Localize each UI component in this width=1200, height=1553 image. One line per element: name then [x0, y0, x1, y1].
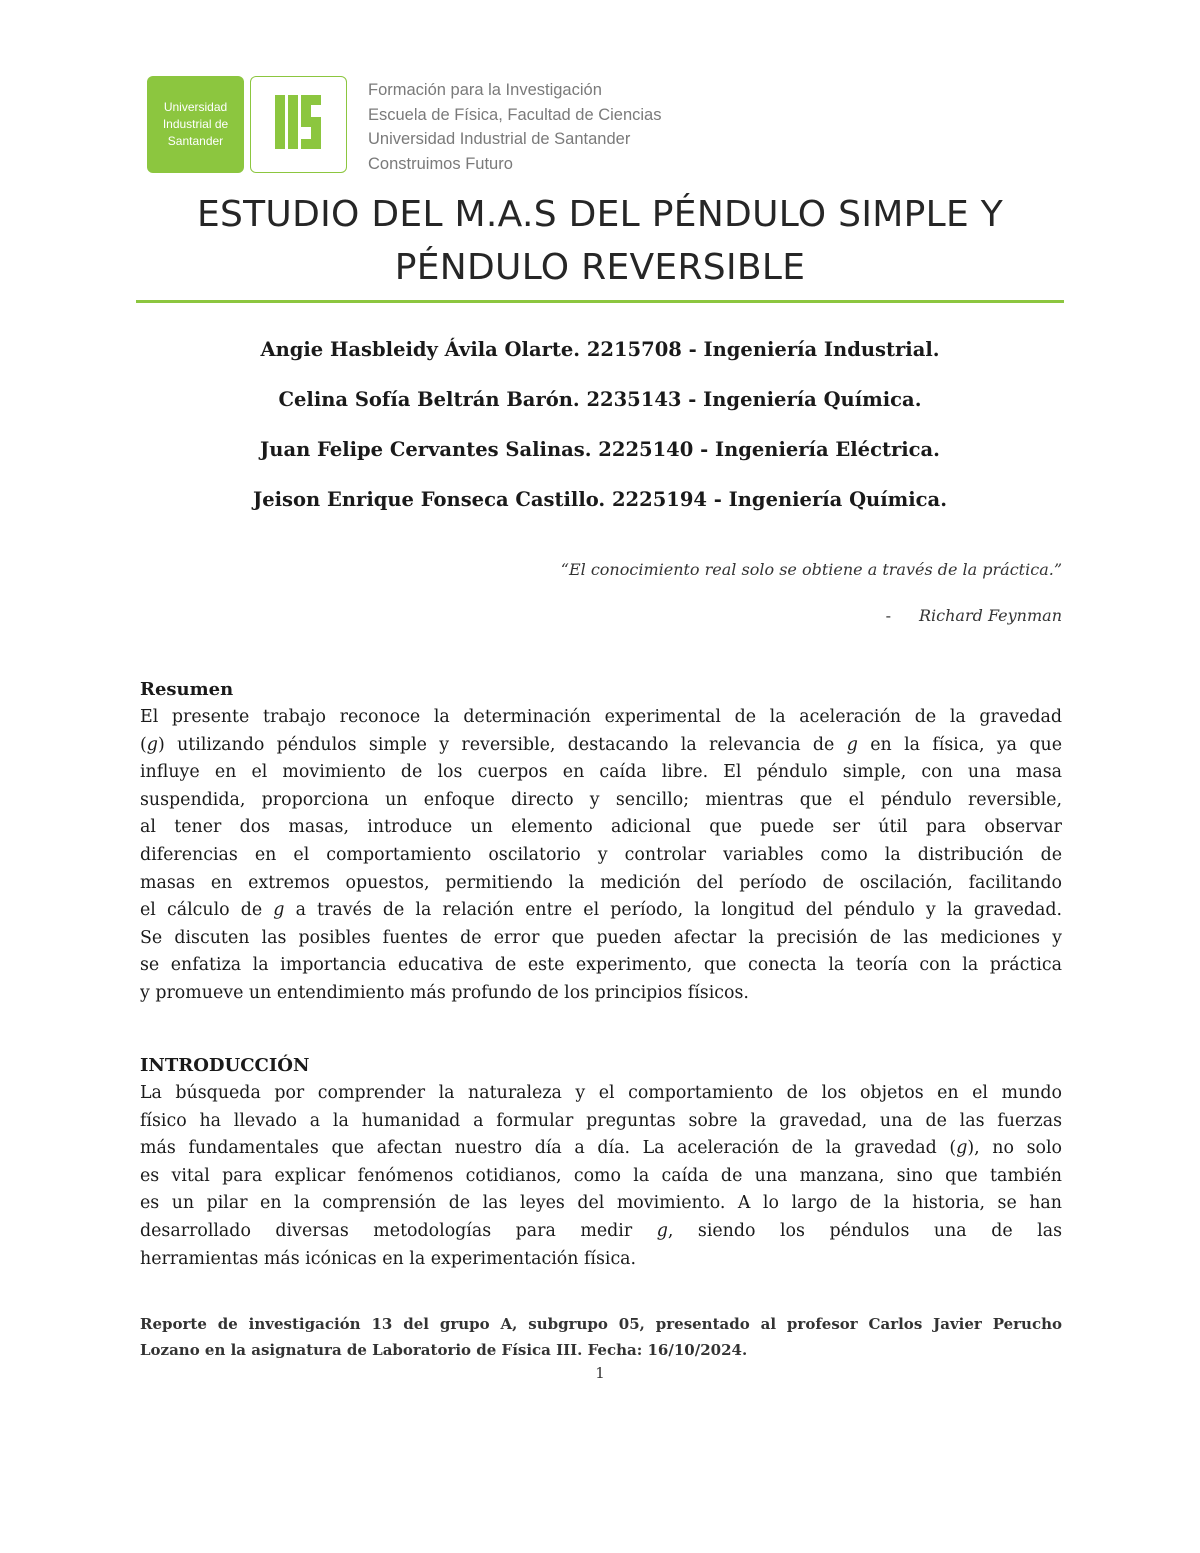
- introduction-section: [140, 1052, 1062, 1273]
- text-line: es un pilar en la comprensión de las leyes del movimiento. A lo largo de la historia, se han: [140, 1193, 1062, 1214]
- text-line: más fundamentales que afectan nuestro día a día. La aceleración de la gravedad (g), no solo: [140, 1138, 1062, 1159]
- title-line: ESTUDIO DEL M.A.S DEL PÉNDULO SIMPLE Y: [196, 194, 1004, 235]
- document-title: [136, 188, 1064, 294]
- epigraph-dash: -: [885, 606, 891, 625]
- epigraph-author: [136, 604, 1062, 628]
- abstract-heading: Resumen: [140, 679, 234, 700]
- title-line: PÉNDULO REVERSIBLE: [394, 247, 806, 288]
- page-number: 1: [595, 1364, 605, 1382]
- abstract-paragraph: [140, 704, 1062, 1008]
- g-symbol: (g): [140, 734, 165, 755]
- g-symbol: g: [656, 1220, 668, 1241]
- text-line: (g) utilizando péndulos simple y reversible, destacando la relevancia de g en la física, ya que: [140, 734, 1062, 755]
- institution-block: [368, 78, 661, 176]
- report-footnote: [140, 1311, 1062, 1363]
- footnote-line: Reporte de investigación 13 del grupo A, subgrupo 05, presentado al profesor Carlos Javier Perucho: [140, 1315, 1062, 1333]
- footnote-line: Lozano en la asignatura de Laboratorio de Física III. Fecha: 16/10/2024.: [140, 1341, 748, 1359]
- text-line: físico ha llevado a la humanidad a formular preguntas sobre la gravedad, una de las fuerzas: [140, 1110, 1062, 1131]
- text-line: desarrollado diversas metodologías para medir g, siendo los péndulos una de las: [140, 1220, 1062, 1241]
- introduction-paragraph: [140, 1080, 1062, 1273]
- institution-line: Formación para la Investigación: [368, 81, 602, 99]
- text-line: Se discuten las posibles fuentes de error que pueden afectar la precisión de las mediciones y: [140, 927, 1062, 948]
- text-line: suspendida, proporciona un enfoque directo y sencillo; mientras que el péndulo reversible,: [140, 789, 1062, 810]
- introduction-heading: INTRODUCCIÓN: [140, 1055, 310, 1076]
- text-line: es vital para explicar fenómenos cotidianos, como la caída de una manzana, sino que también: [140, 1165, 1062, 1186]
- logo-text-line: Industrial de: [162, 117, 229, 131]
- text-line: masas en extremos opuestos, permitiendo la medición del período de oscilación, facilitando: [140, 872, 1062, 893]
- text-line: La búsqueda por comprender la naturaleza y el comportamiento de los objetos en el mundo: [140, 1083, 1062, 1103]
- author-line: Juan Felipe Cervantes Salinas. 2225140 - Ingeniería Eléctrica.: [260, 438, 940, 461]
- uis-emblem-icon: [250, 76, 347, 173]
- text-line: herramientas más icónicas en la experimentación física.: [140, 1248, 637, 1269]
- g-symbol: g: [273, 900, 285, 921]
- title-divider: [136, 300, 1064, 303]
- text-line: y promueve un entendimiento más profundo de los principios físicos.: [140, 982, 749, 1003]
- university-logo: [147, 76, 244, 173]
- epigraph-author-name: Richard Feynman: [919, 606, 1062, 625]
- logo-text-line: Universidad: [163, 100, 228, 114]
- text-line: al tener dos masas, introduce un elemento adicional que puede ser útil para observar: [140, 817, 1062, 838]
- epigraph-text: “El conocimiento real solo se obtiene a través de la práctica.”: [560, 560, 1062, 579]
- text-line: El presente trabajo reconoce la determinación experimental de la aceleración de la gravedad: [140, 707, 1062, 727]
- epigraph: [136, 558, 1062, 628]
- g-symbol: g: [846, 734, 858, 755]
- author-line: Celina Sofía Beltrán Barón. 2235143 - Ingeniería Química.: [278, 388, 922, 411]
- institution-line: Universidad Industrial de Santander: [368, 130, 631, 148]
- author-line: Jeison Enrique Fonseca Castillo. 2225194 - Ingeniería Química.: [253, 488, 947, 511]
- abstract-section: [140, 676, 1062, 1008]
- text-line: el cálculo de g a través de la relación entre el período, la longitud del péndulo y la gravedad.: [140, 900, 1062, 921]
- institution-line: Construimos Futuro: [368, 154, 513, 173]
- g-symbol: (g): [949, 1138, 975, 1159]
- author-list: [136, 334, 1064, 534]
- text-line: se enfatiza la importancia educativa de este experimento, que conecta la teoría con la práctica: [140, 955, 1062, 976]
- author-line: Angie Hasbleidy Ávila Olarte. 2215708 - Ingeniería Industrial.: [260, 338, 940, 361]
- text-line: influye en el movimiento de los cuerpos en caída libre. El péndulo simple, con una masa: [140, 762, 1062, 783]
- institution-line: Escuela de Física, Facultad de Ciencias: [368, 105, 662, 124]
- text-line: diferencias en el comportamiento oscilatorio y controlar variables como la distribución de: [140, 844, 1062, 865]
- logo-text-line: Santander: [167, 134, 224, 148]
